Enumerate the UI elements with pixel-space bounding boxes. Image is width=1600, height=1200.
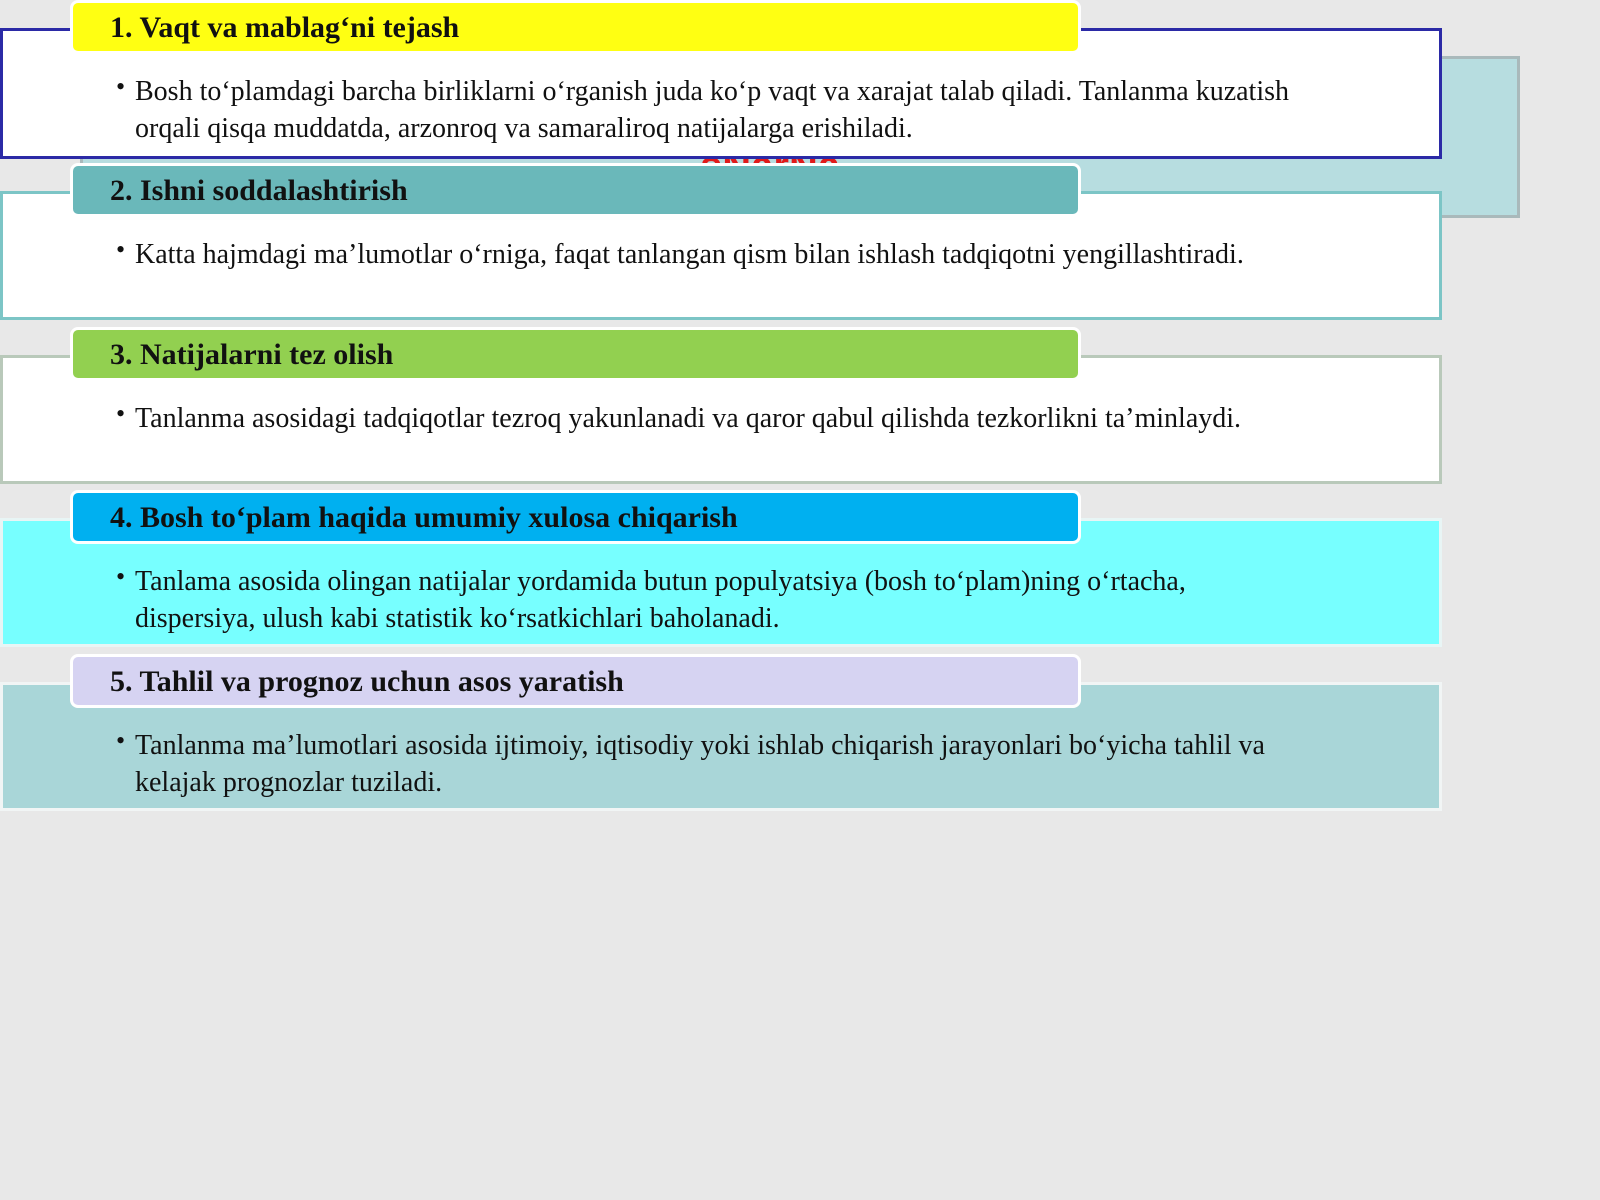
item-4-bullet (116, 562, 1309, 637)
item-1-header: 1. Vaqt va mablag‘ni tejash (73, 3, 1078, 51)
item-1-bullet (116, 72, 1309, 147)
item-3-text: Tanlanma asosidagi tadqiqotlar tezroq yakunlanadi va qaror qabul qilishda tezkorlikni ta’minlaydi. (135, 403, 1242, 434)
item-4-header: 4. Bosh to‘plam haqida umumiy xulosa chiqarish (73, 493, 1078, 541)
bullet-dot-icon: • (116, 235, 126, 264)
bullet-dot-icon: • (116, 562, 126, 591)
item-2-header: 2. Ishni soddalashtirish (73, 166, 1078, 214)
item-4-text: Tanlama asosida olingan natijalar yordamida butun populyatsiya (bosh to‘plam)ning o‘rtacha, dispersiya, ulush kabi statistik ko‘rsatkichlari baholanadi. (135, 566, 1186, 634)
bullet-dot-icon: • (116, 726, 126, 755)
item-5-text: Tanlanma ma’lumotlari asosida ijtimoiy, iqtisodiy yoki ishlab chiqarish jarayonlari bo‘yicha tahlil va kelajak prognozlar tuziladi. (135, 730, 1265, 798)
item-1-text: Bosh to‘plamdagi barcha birliklarni o‘rganish juda ko‘p vaqt va xarajat talab qiladi. Tanlanma kuzatish orqali qisqa muddatda, arzonroq va samaraliroq natijalarga erishiladi. (135, 76, 1290, 144)
item-5-bullet (116, 726, 1309, 801)
bullet-dot-icon: • (116, 399, 126, 428)
item-3-bullet (116, 399, 1309, 437)
item-2-text: Katta hajmdagi ma’lumotlar o‘rniga, faqat tanlangan qism bilan ishlash tadqiqotni yengillashtiradi. (135, 239, 1244, 270)
item-2-bullet (116, 235, 1309, 273)
item-5-header: 5. Tahlil va prognoz uchun asos yaratish (73, 657, 1078, 705)
bullet-dot-icon: • (116, 72, 126, 101)
item-3-header: 3. Natijalarni tez olish (73, 330, 1078, 378)
